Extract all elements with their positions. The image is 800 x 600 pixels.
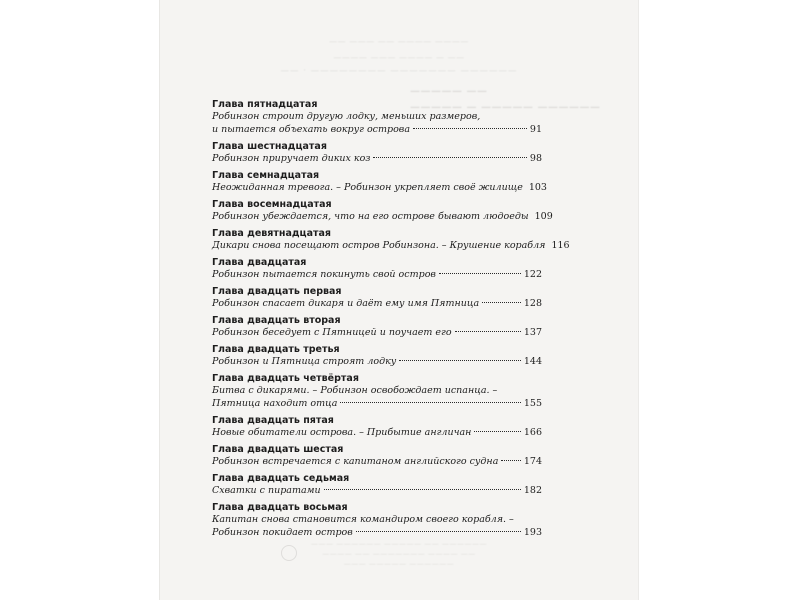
toc-entry (212, 286, 542, 310)
page-number: 122 (523, 269, 542, 280)
chapter-title: Глава двадцать пятая (212, 415, 334, 426)
chapter-description: Робинзон пытается покинуть свой остров 122 (212, 269, 542, 280)
chapter-description: Робинзон покидает остров 193 (212, 527, 542, 538)
toc-entry (212, 99, 542, 136)
toc-entry (212, 473, 542, 497)
toc-entry (212, 373, 542, 410)
chapter-description: Робинзон строит другую лодку, меньших размеров, (212, 111, 481, 122)
dot-leader (399, 360, 521, 361)
dot-leader (501, 460, 521, 461)
chapter-description: Неожиданная тревога. – Робинзон укрепляет своё жилище 103 (212, 182, 547, 193)
page-number: 174 (523, 456, 542, 467)
page-number: 137 (523, 327, 542, 338)
dot-leader (324, 489, 521, 490)
chapter-title: Глава двадцать третья (212, 344, 340, 355)
page-number: 109 (534, 211, 553, 222)
chapter-title: Глава двадцать седьмая (212, 473, 350, 484)
chapter-description: Новые обитатели острова. – Прибытие англичан 166 (212, 427, 542, 438)
page-number: 128 (523, 298, 542, 309)
page-number: 103 (528, 182, 547, 193)
dot-leader (413, 128, 527, 129)
chapter-description: Робинзон спасает дикаря и даёт ему имя Пятница 128 (212, 298, 542, 309)
table-of-contents (212, 99, 570, 539)
chapter-title: Глава двадцать первая (212, 286, 342, 297)
page-number: 116 (551, 240, 570, 251)
dot-leader (439, 273, 521, 274)
bleed-through-text: —— ——— —— ———— ———— ———— ——— ———— — —— —— · ———————— ——————— —————— ————— —— ————— — ————— —————— ——— —————— ————— —— —————— ———— —— ——————— ———— —— ——— ————— —————— (280, 37, 601, 568)
chapter-title: Глава двадцать шестая (212, 444, 344, 455)
chapter-title: Глава двадцатая (212, 257, 307, 268)
chapter-title: Глава двадцать вторая (212, 315, 341, 326)
chapter-description: Робинзон беседует с Пятницей и поучает его 137 (212, 327, 542, 338)
toc-entry (212, 257, 542, 281)
chapter-description: и пытается объехать вокруг острова 91 (212, 124, 542, 135)
chapter-description: Пятница находит отца 155 (212, 398, 542, 409)
chapter-title: Глава двадцать восьмая (212, 502, 348, 513)
page-number: 166 (523, 427, 542, 438)
page-number: 98 (529, 153, 542, 164)
dot-leader (340, 402, 520, 403)
book-page (160, 0, 638, 600)
toc-entry (212, 315, 542, 339)
dot-leader (474, 431, 520, 432)
chapter-title: Глава шестнадцатая (212, 141, 327, 152)
chapter-title: Глава восемнадцатая (212, 199, 332, 210)
page-number: 193 (523, 527, 542, 538)
toc-entry (212, 444, 542, 468)
chapter-description: Капитан снова становится командиром своего корабля. – (212, 514, 514, 525)
chapter-description: Битва с дикарями. – Робинзон освобождает испанца. – (212, 385, 498, 396)
chapter-description: Робинзон и Пятница строят лодку 144 (212, 356, 542, 367)
chapter-title: Глава пятнадцатая (212, 99, 318, 110)
toc-entry (212, 415, 542, 439)
dot-leader (455, 331, 521, 332)
page-number: 182 (523, 485, 542, 496)
page-number: 144 (523, 356, 542, 367)
chapter-description: Робинзон приручает диких коз 98 (212, 153, 542, 164)
toc-entry (212, 502, 542, 539)
page-number: 155 (523, 398, 542, 409)
chapter-title: Глава семнадцатая (212, 170, 320, 181)
chapter-description: Дикари снова посещают остров Робинзона. – Крушение корабля 116 (212, 240, 570, 251)
toc-entry (212, 141, 542, 165)
dot-leader (373, 157, 526, 158)
chapter-description: Робинзон убеждается, что на его острове бывают людоеды 109 (212, 211, 553, 222)
chapter-description: Робинзон встречается с капитаном английского судна 174 (212, 456, 542, 467)
toc-entry (212, 344, 542, 368)
chapter-title: Глава двадцать четвёртая (212, 373, 359, 384)
chapter-description: Схватки с пиратами 182 (212, 485, 542, 496)
toc-entry (212, 199, 553, 223)
chapter-title: Глава девятнадцатая (212, 228, 332, 239)
toc-entry (212, 170, 547, 194)
dot-leader (356, 531, 521, 532)
dot-leader (482, 302, 521, 303)
page-number: 91 (529, 124, 542, 135)
toc-entry (212, 228, 570, 252)
